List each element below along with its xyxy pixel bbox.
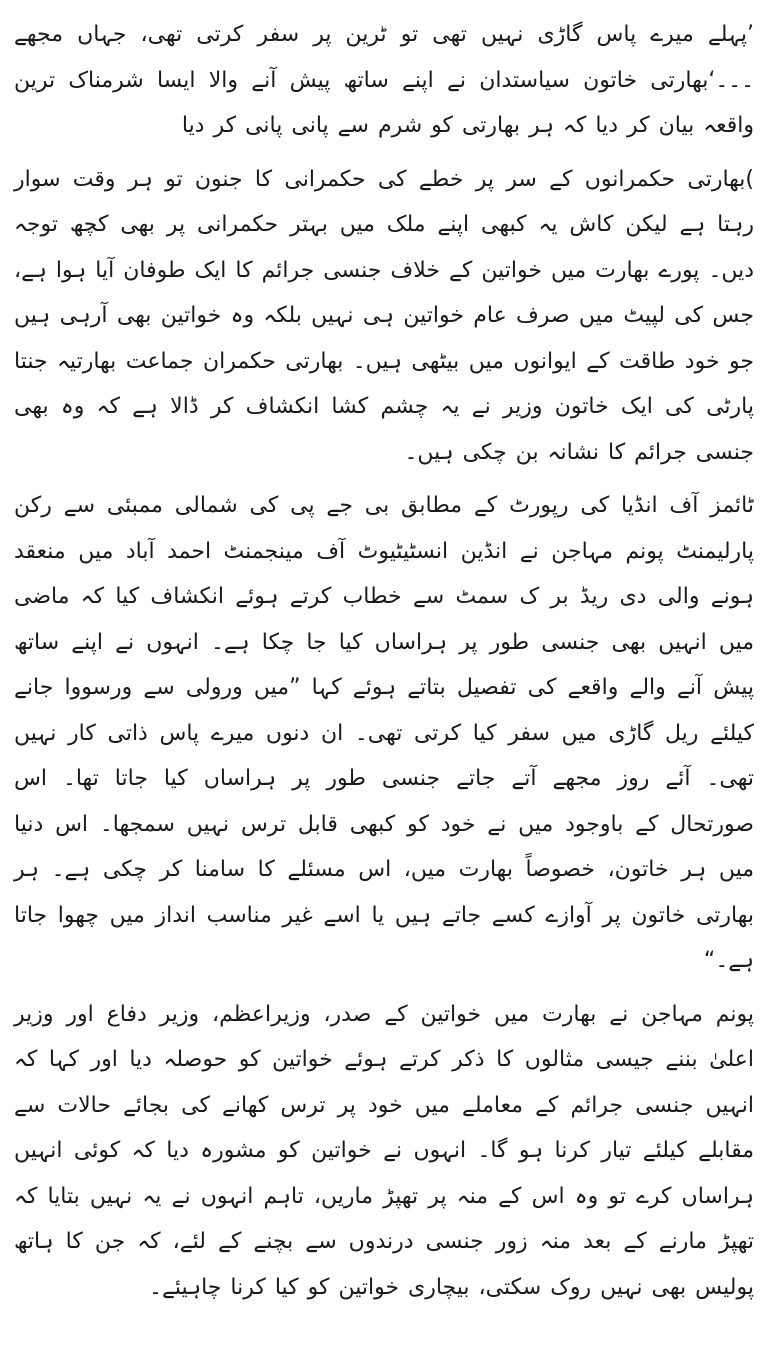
article-closing-paragraph: پونم مہاجن نے بھارت میں خواتین کے صدر، وزیراعظم، وزیر دفاع اور وزیر اعلیٰ بننے جیسی مثالوں کا ذکر کرتے ہوئے خواتین کو حوصلہ دیا اور کہا کہ انہیں جنسی جرائم کے معاملے میں خود پر ترس کھانے کی بجائے حالات سے مقابلے کیلئے تیار کرنا ہو گا۔ انہوں نے خواتین کو مشورہ دیا کہ کوئی انہیں ہراساں کرے تو وہ اس کے منہ پر تھپڑ ماریں، تاہم انہوں نے یہ نہیں بتایا کہ تھپڑ مارنے کے بعد منہ زور جنسی درندوں سے بچنے کے لئے، کہ جن کا ہاتھ پولیس بھی نہیں روک سکتی، بیچاری خواتین کو کیا کرنا چاہیئے۔ xyxy=(14,1001,754,1300)
article-intro-paragraph: )بھارتی حکمرانوں کے سر پر خطے کی حکمرانی کا جنون تو ہر وقت سوار رہتا ہے لیکن کاش یہ کبھی اپنے ملک میں بہتر حکمرانی پر بھی کچھ توجہ دیں۔ پورے بھارت میں خواتین کے خلاف جنسی جرائم کا ایک طوفان آیا ہوا ہے، جس کی لپیٹ میں صرف عام خواتین ہی نہیں بلکہ وہ خواتین بھی آرہی ہیں جو خود طاقت کے ایوانوں میں بیٹھی ہیں۔ بھارتی حکمران جماعت بھارتیہ جنتا پارٹی کی ایک خاتون وزیر نے یہ چشم کشا انکشاف کر ڈالا ہے کہ وہ بھی جنسی جرائم کا نشانہ بن چکی ہیں۔ xyxy=(14,166,754,465)
article-headline-paragraph: ’پہلے میرے پاس گاڑی نہیں تھی تو ٹرین پر سفر کرتی تھی، جہاں مجھے ۔۔۔‘بھارتی خاتون سیاستدان نے اپنے ساتھ پیش آنے والا ایسا شرمناک ترین واقعہ بیان کر دیا کہ ہر بھارتی کو شرم سے پانی پانی کر دیا xyxy=(14,22,754,138)
article-report-paragraph: ٹائمز آف انڈیا کی رپورٹ کے مطابق بی جے پی کی شمالی ممبئی سے رکن پارلیمنٹ پونم مہاجن نے انڈین انسٹیٹیوٹ آف مینجمنٹ احمد آباد میں منعقد ہونے والی دی ریڈ بر ک سمٹ سے خطاب کرتے ہوئے انکشاف کیا کہ ماضی میں انہیں بھی جنسی طور پر ہراساں کیا جا چکا ہے۔ انہوں نے اپنے ساتھ پیش آنے والے واقعے کی تفصیل بتاتے ہوئے کہا ”میں ورولی سے ورسووا جانے کیلئے ریل گاڑی میں سفر کیا کرتی تھی۔ ان دنوں میرے پاس ذاتی کار نہیں تھی۔ آئے روز مجھے آتے جاتے جنسی طور پر ہراساں کیا جاتا تھا۔ اس صورتحال کے باوجود میں نے خود کو کبھی قابل ترس نہیں سمجھا۔ اس دنیا میں ہر خاتون، خصوصاً بھارت میں، اس مسئلے کا سامنا کر چکی ہے۔ ہر بھارتی خاتون پر آوازے کسے جاتے ہیں یا اسے غیر مناسب انداز میں چھوا جاتا ہے۔“ xyxy=(14,493,754,973)
